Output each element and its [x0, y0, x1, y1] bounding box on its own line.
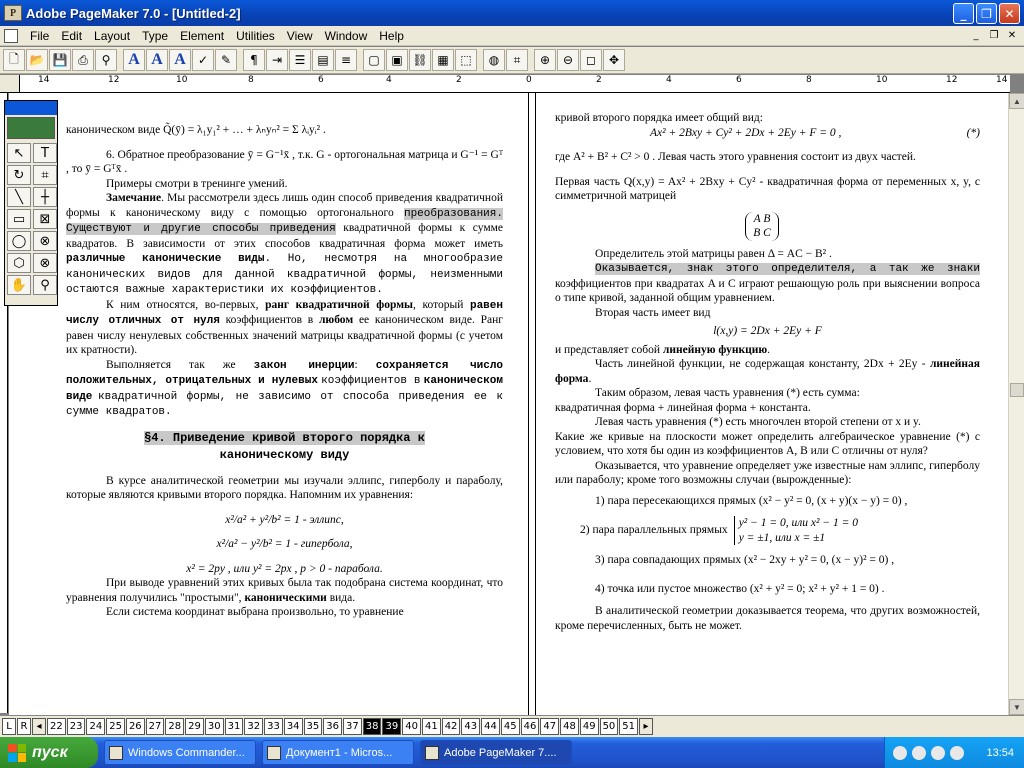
heading-line: §4. Приведение кривой второго порядка к: [144, 430, 425, 445]
page-tab[interactable]: 28: [165, 718, 184, 735]
equation-linear: l(x,y) = 2Dx + 2Ey + F: [713, 325, 822, 337]
paragraph: [66, 358, 503, 420]
page-tab[interactable]: 40: [402, 718, 421, 735]
clock[interactable]: 13:54: [986, 746, 1014, 759]
heading-line: каноническому виду: [219, 447, 350, 462]
left-text-column[interactable]: [66, 123, 503, 620]
text: коэффициентов в: [225, 314, 314, 326]
column-guide: [528, 93, 529, 715]
font-size-down-icon[interactable]: A: [169, 49, 191, 71]
menu-view[interactable]: View: [286, 28, 313, 43]
page-tab[interactable]: 36: [323, 718, 342, 735]
page-tab[interactable]: 24: [86, 718, 105, 735]
bold-text: сохраняется число положительных, отрицательных и нулевых: [66, 359, 504, 387]
bold-text: Замечание: [106, 192, 162, 204]
close-button[interactable]: ✕: [999, 3, 1020, 24]
doc-minimize-button[interactable]: _: [973, 29, 979, 41]
paragraph: 6. Обратное преобразование ȳ = G⁻¹x̄ , т.к. G - ортогональная матрица и G⁻¹ = Gᵀ , то ȳ = Gᵀx̄ .: [66, 148, 503, 175]
ruler-label: 6: [318, 75, 324, 85]
page-tab[interactable]: 35: [304, 718, 323, 735]
ruler-label: 6: [736, 75, 742, 85]
page-tab[interactable]: 41: [422, 718, 441, 735]
scroll-up-icon[interactable]: ▲: [1009, 93, 1024, 109]
right-text-column[interactable]: [555, 111, 980, 633]
taskbar-item-pagemaker[interactable]: [420, 740, 572, 765]
ruler-label: 2: [456, 75, 462, 85]
open-icon[interactable]: 📂: [26, 49, 48, 71]
ruler-label: 14: [996, 75, 1008, 85]
minimize-button[interactable]: _: [953, 3, 974, 24]
save-icon[interactable]: 💾: [49, 49, 71, 71]
paragraph: Если система координат выбрана произвольно, то уравнение: [106, 606, 404, 618]
rectangle-frame-tool-icon[interactable]: ⊠: [33, 209, 57, 229]
ruler-corner[interactable]: [0, 75, 20, 93]
tray-arrow-icon[interactable]: [893, 746, 907, 760]
task-label: Adobe PageMaker 7....: [444, 746, 557, 759]
page-tab-active[interactable]: 39: [382, 718, 401, 735]
text: .: [767, 343, 770, 356]
word-icon: [267, 746, 281, 760]
main-toolbar: [0, 47, 1024, 74]
pdf-icon[interactable]: ⬚: [455, 49, 477, 71]
page-tab[interactable]: 22: [47, 718, 66, 735]
paragraph: В курсе аналитической геометрии мы изучали эллипс, гиперболу и параболу, которые являются кривыми второго порядка. Напомним их уравнения:: [66, 474, 503, 501]
highlighted-text: Оказывается, знак этого определителя, а так же знаки: [595, 263, 980, 275]
paragraph: Вторая часть имеет вид: [595, 306, 711, 319]
text: ее каноническом виде. Ранг равен числу ненулевых собственных значений матрицы квадратичной формы (с учетом их кратности).: [66, 314, 504, 356]
menu-edit[interactable]: Edit: [61, 28, 83, 43]
next-pages-icon[interactable]: ▸: [639, 718, 653, 735]
frame-icon[interactable]: ▣: [386, 49, 408, 71]
bold-text: любом: [318, 314, 354, 326]
ruler-label: 0: [526, 75, 532, 85]
ruler-label: 8: [248, 75, 254, 85]
equation-hyperbola: x²/a² − y²/b² = 1 - гипербола,: [216, 538, 353, 550]
text-line: каноническом виде Q̃(ȳ) = λ₁y₁² + … + λₙyₙ² = Σ λᵢyᵢ² .: [66, 124, 326, 136]
page-tab[interactable]: 50: [600, 718, 619, 735]
ruler-label: 10: [176, 75, 188, 85]
actual-size-icon[interactable]: ◻: [580, 49, 602, 71]
ellipse-tool-icon[interactable]: ◯: [7, 231, 31, 251]
toolbox-palette: [4, 100, 58, 306]
case-3: 3) пара совпадающих прямых (x² − 2xy + y² = 0, (x − y)² = 0) ,: [595, 554, 895, 566]
polygon-frame-tool-icon[interactable]: ⊗: [33, 253, 57, 273]
doc-restore-button[interactable]: ❐: [989, 29, 999, 41]
text: . Но, несмотря на многообразие канонических видов для данной квадратичной формы, неизменными остаются важные характеристики их коэффициентов.: [66, 253, 503, 296]
bold-text: равен числу отличных от нуля: [66, 299, 503, 327]
title-bar[interactable]: [0, 0, 1024, 26]
toolbox-preview-icon: [7, 117, 55, 139]
taskbar-item-word-document[interactable]: [262, 740, 414, 765]
windows-commander-icon: [109, 746, 123, 760]
column-guide: [535, 93, 536, 715]
ruler-label: 4: [386, 75, 392, 85]
text: квадратичной формы, не зависимо от способа приведения ее к сумме квадратов.: [66, 390, 503, 418]
case-1: 1) пара пересекающихся прямых (x² − y² = 0, (x + y)(x − y) = 0) ,: [595, 494, 908, 507]
pagemaker-icon: [425, 746, 439, 760]
text: , который: [413, 298, 464, 311]
case-2: [555, 516, 980, 545]
page-tab[interactable]: 43: [461, 718, 480, 735]
section-heading: [66, 430, 503, 447]
edit-story-icon[interactable]: ✎: [215, 49, 237, 71]
case-system: [734, 516, 858, 545]
page-tab[interactable]: 31: [225, 718, 244, 735]
paragraph: Какие же кривые на плоскости может определить алгебраическое уравнение (*) с условием, что хотя бы один из коэффициентов A, B или C отличны от нуля?: [555, 430, 980, 457]
ruler-label: 12: [108, 75, 120, 85]
paragraph: [555, 343, 980, 358]
place-icon[interactable]: ▢: [363, 49, 385, 71]
page-tab[interactable]: 42: [442, 718, 461, 735]
text: . Мы рассмотрели здесь лишь один способ приведения квадратичной формы к каноническому виду с помощью ортогонального: [66, 192, 503, 219]
page-tab[interactable]: 30: [205, 718, 224, 735]
tray-network-icon[interactable]: [912, 746, 926, 760]
text: .: [588, 372, 592, 385]
equation-parabola: x² = 2py , или y² = 2px , p > 0 - парабола.: [186, 562, 383, 575]
bullets-icon[interactable]: ≡: [335, 49, 357, 71]
maximize-button[interactable]: ❐: [976, 3, 997, 24]
ruler-label: 12: [946, 75, 958, 85]
highlighted-text: преобразования. Существуют и другие способы приведения: [66, 207, 503, 235]
ruler-label: 14: [38, 75, 50, 85]
menu-window[interactable]: Window: [324, 28, 368, 43]
matrix-row: B C: [753, 227, 771, 239]
doc-close-button[interactable]: ✕: [1007, 29, 1017, 41]
text: коэффициентов в: [321, 375, 421, 387]
page-tab-active[interactable]: 38: [363, 718, 382, 735]
document-icon[interactable]: [4, 29, 18, 43]
page-tab[interactable]: 33: [264, 718, 283, 735]
system-row: y = ±1, или x = ±1: [738, 531, 826, 544]
hand-tool-icon[interactable]: ✋: [7, 275, 31, 295]
page-tab[interactable]: 29: [185, 718, 204, 735]
prev-pages-icon[interactable]: ◂: [32, 718, 46, 735]
page-tab[interactable]: 25: [106, 718, 125, 735]
bold-text: ранг квадратичной формы: [265, 298, 414, 311]
bold-text: каноническом виде: [66, 375, 503, 403]
text-style-icon[interactable]: A: [123, 49, 145, 71]
menu-help[interactable]: Help: [379, 28, 404, 43]
page-tab[interactable]: 51: [619, 718, 638, 735]
windows-logo-icon: [8, 744, 26, 762]
tray-volume-icon[interactable]: [950, 746, 964, 760]
page-tabs-bar: [0, 715, 1024, 737]
paragraph: [555, 357, 980, 386]
paragraph: Оказывается, что уравнение определяет уже известные нам эллипс, гиперболу или параболу; кроме того возможны случаи (вырожденные):: [555, 459, 980, 486]
text-tool-icon[interactable]: T: [33, 143, 57, 163]
menu-layout[interactable]: Layout: [94, 28, 131, 43]
paragraph: [66, 298, 503, 358]
menu-type[interactable]: Type: [142, 28, 169, 43]
equation-general: [555, 126, 980, 141]
page-tab[interactable]: 46: [521, 718, 540, 735]
symmetric-matrix: [745, 212, 779, 241]
page-tab[interactable]: 27: [146, 718, 165, 735]
paragraph: В аналитической геометрии доказывается теорема, что других возможностей, кроме перечисленных, быть не может.: [555, 605, 980, 632]
indents-icon[interactable]: ⇥: [266, 49, 288, 71]
bold-text: линейную функцию: [662, 343, 768, 356]
paragraph: Первая часть Q(x,y) = Ax² + 2Bxy + Cy² - квадратичная форма от переменных x, y, с симметричной матрицей: [555, 175, 980, 202]
window-title: Adobe PageMaker 7.0 - [Untitled-2]: [26, 5, 241, 21]
task-label: Windows Commander...: [128, 746, 245, 759]
windows-taskbar: [0, 737, 1024, 768]
print-icon[interactable]: ⎙: [72, 49, 94, 71]
page-tab[interactable]: 37: [343, 718, 362, 735]
vertical-scrollbar[interactable]: [1008, 93, 1024, 715]
spell-check-icon[interactable]: ✓: [192, 49, 214, 71]
text: вида.: [329, 591, 356, 604]
styles-icon[interactable]: ☰: [289, 49, 311, 71]
text: квадратичной формы к сумме квадратов. В зависимости от этих способов квадратичная форма может иметь: [66, 222, 504, 250]
ruler-label: 8: [806, 75, 812, 85]
horizontal-ruler[interactable]: [20, 75, 1010, 93]
paragraph: кривой второго порядка имеет общий вид:: [555, 112, 763, 124]
text: Выполняется так же: [106, 358, 236, 371]
rectangle-tool-icon[interactable]: ▭: [7, 209, 31, 229]
new-icon[interactable]: 🗋: [3, 49, 25, 71]
paragraph: Примеры смотри в тренинге умений.: [106, 177, 288, 190]
section-heading: [66, 447, 503, 464]
html-icon[interactable]: ⌗: [506, 49, 528, 71]
equation-mark: (*): [966, 126, 980, 139]
find-icon[interactable]: ⚲: [95, 49, 117, 71]
font-size-up-icon[interactable]: A: [146, 49, 168, 71]
menu-file[interactable]: File: [30, 28, 50, 43]
left-master-page-tab[interactable]: L: [2, 718, 16, 735]
paragraph: где A² + B² + C² > 0 . Левая часть этого уравнения состоит из двух частей.: [555, 151, 916, 163]
page-tab[interactable]: 45: [501, 718, 520, 735]
ellipse-frame-tool-icon[interactable]: ⊗: [33, 231, 57, 251]
rotate-tool-icon[interactable]: ↻: [7, 165, 31, 185]
ruler-label: 4: [666, 75, 672, 85]
bold-text: каноническими: [244, 591, 327, 604]
page-tab[interactable]: 32: [244, 718, 263, 735]
globe-icon[interactable]: ◍: [483, 49, 505, 71]
text: При выводе уравнений этих кривых была так подобрана система координат, что уравнения получились "простыми",: [66, 577, 503, 604]
pagemaker-app-icon[interactable]: P: [4, 5, 22, 21]
text: :: [354, 358, 358, 371]
system-tray: [884, 737, 1024, 768]
text: Часть линейной функции, не содержащая константу, 2Dx + 2Ey -: [595, 358, 926, 370]
menu-bar: [0, 26, 1024, 46]
page-tab[interactable]: 23: [67, 718, 86, 735]
document-page[interactable]: [9, 93, 1009, 715]
page-tab[interactable]: 47: [540, 718, 559, 735]
fit-page-icon[interactable]: ✥: [603, 49, 625, 71]
link-icon[interactable]: ⛓: [409, 49, 431, 71]
constrained-line-tool-icon[interactable]: ┼: [33, 187, 57, 207]
paragraph: Левая часть уравнения (*) есть многочлен второй степени от x и y.: [595, 416, 921, 428]
paragraph: Таким образом, левая часть уравнения (*) есть сумма:: [595, 387, 860, 399]
text: и представляет собой: [555, 343, 661, 356]
ruler-label: 10: [876, 75, 888, 85]
bold-text: закон инерции: [253, 359, 355, 372]
case-label: 2) пара параллельных прямых: [580, 524, 728, 537]
scroll-down-icon[interactable]: ▼: [1009, 699, 1024, 715]
text: К ним относятся, во-первых,: [106, 298, 259, 311]
zoom-in-icon[interactable]: ⊕: [534, 49, 556, 71]
toolbox-title-bar[interactable]: [5, 101, 57, 115]
start-button[interactable]: [0, 737, 98, 768]
taskbar-item-windows-commander[interactable]: [104, 740, 256, 765]
equation: Ax² + 2Bxy + Cy² + 2Dx + 2Ey + F = 0 ,: [650, 126, 842, 139]
image-icon[interactable]: ▦: [432, 49, 454, 71]
text: коэффициентов при квадратах A и C играют решающую роль при выяснении вопроса о типе кривой, заданной общим уравнением.: [555, 277, 980, 304]
bold-text: различные канонические виды: [66, 253, 265, 265]
menu-utilities[interactable]: Utilities: [236, 28, 275, 43]
scroll-thumb[interactable]: [1010, 383, 1024, 397]
paragraph-icon[interactable]: ¶: [243, 49, 265, 71]
page-tab[interactable]: 48: [560, 718, 579, 735]
paragraph: [555, 261, 980, 306]
paragraph-remark: [66, 191, 503, 298]
polygon-tool-icon[interactable]: ⬡: [7, 253, 31, 273]
paragraph: Определитель этой матрицы равен Δ = AC − B² .: [595, 247, 832, 260]
paragraph: квадратичная форма + линейная форма + константа.: [555, 401, 811, 414]
bold-text: линейная форма: [555, 358, 980, 385]
start-label: пуск: [32, 743, 68, 761]
page-tab[interactable]: 34: [284, 718, 303, 735]
zoom-out-icon[interactable]: ⊖: [557, 49, 579, 71]
tray-bluetooth-icon[interactable]: [931, 746, 945, 760]
equation-ellipse: x²/a² + y²/b² = 1 - эллипс,: [225, 513, 344, 526]
pointer-tool-icon[interactable]: ↖: [7, 143, 31, 163]
case-4: 4) точка или пустое множество (x² + y² = 0; x² + y² + 1 = 0) .: [595, 582, 885, 595]
system-row: y² − 1 = 0, или x² − 1 = 0: [738, 517, 858, 529]
colors-icon[interactable]: ▤: [312, 49, 334, 71]
menu-element[interactable]: Element: [180, 28, 225, 43]
ruler-label: 2: [596, 75, 602, 85]
page-tab[interactable]: 26: [126, 718, 145, 735]
paragraph: [66, 576, 503, 605]
task-label: Документ1 - Micros...: [286, 746, 393, 759]
right-master-page-tab[interactable]: R: [17, 718, 31, 735]
matrix-row: A B: [753, 212, 771, 225]
page-tab[interactable]: 49: [580, 718, 599, 735]
line-tool-icon[interactable]: ╲: [7, 187, 31, 207]
page-tab[interactable]: 44: [481, 718, 500, 735]
crop-tool-icon[interactable]: ⌗: [33, 165, 57, 185]
zoom-tool-icon[interactable]: ⚲: [33, 275, 57, 295]
